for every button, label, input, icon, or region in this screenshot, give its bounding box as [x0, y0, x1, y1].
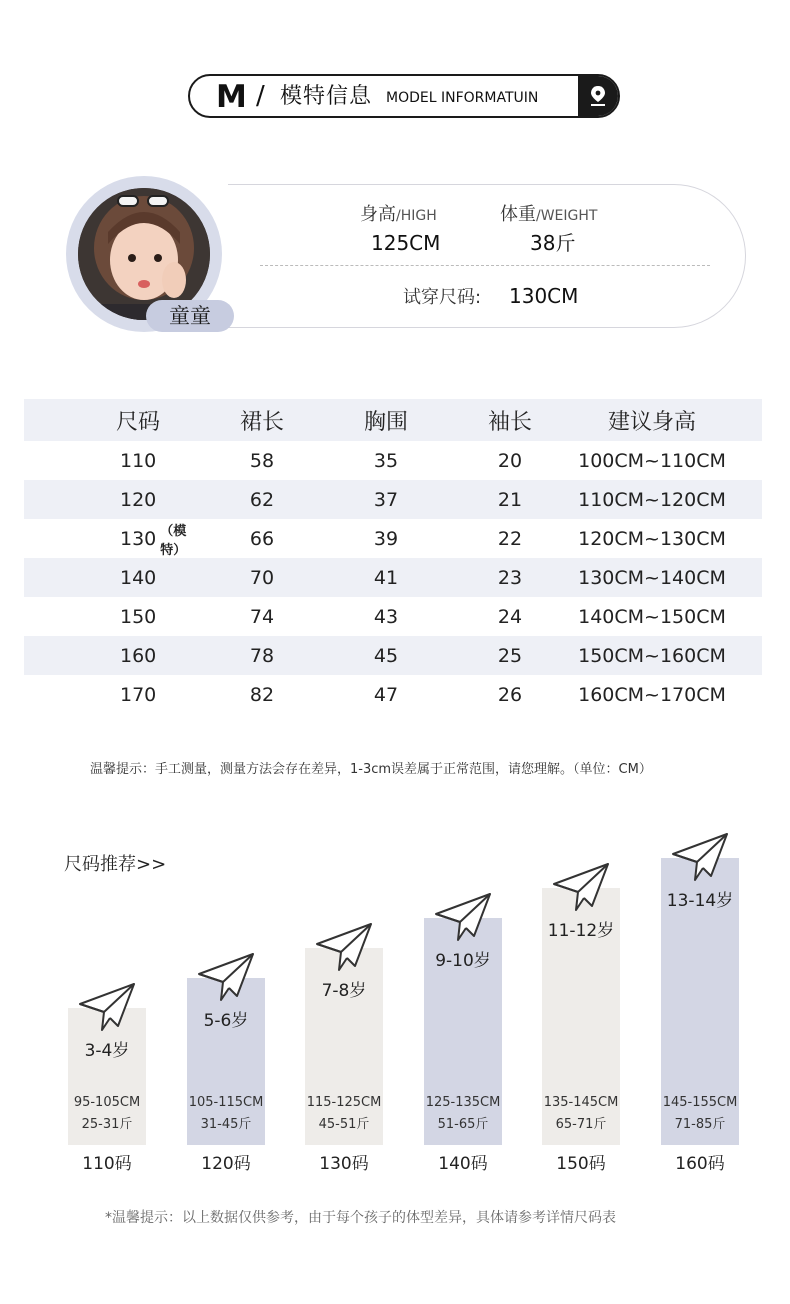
table-row — [24, 675, 762, 714]
bar-age: 9-10岁 — [435, 951, 491, 971]
table-cell-text: 150 — [120, 605, 157, 628]
table-cell — [202, 558, 322, 597]
table-header-cell: 建议身高 — [607, 409, 696, 435]
table-cell — [450, 480, 570, 519]
table-cell — [450, 558, 570, 597]
paper-plane-icon — [78, 982, 136, 1032]
table-cell-text: 37 — [373, 488, 399, 511]
bar-size-label: 150码 — [556, 1154, 606, 1174]
size-bar — [305, 948, 383, 1145]
table-cell-text: 120 — [120, 488, 157, 511]
table-cell-text: 58 — [249, 449, 275, 472]
measurement-note: 温馨提示：手工测量，测量方法会存在差异，1-3cm误差属于正常范围，请您理解。（单位：CM） — [90, 762, 652, 777]
table-cell — [450, 675, 570, 714]
weight-value: 38斤 — [530, 231, 576, 255]
fit-size-label: 试穿尺码: — [403, 287, 482, 308]
height-label: 身高/HIGH — [360, 204, 437, 225]
table-header-cell: 尺码 — [116, 409, 161, 435]
table-cell-text: 110 — [120, 449, 157, 472]
header-title-en: MODEL INFORMATUIN — [386, 90, 539, 106]
model-name-badge: 童童 — [146, 300, 234, 332]
bar-weight-range: 45-51斤 — [318, 1117, 370, 1132]
table-cell-text: 39 — [373, 527, 399, 550]
table-cell — [450, 441, 570, 480]
table-cell — [450, 636, 570, 675]
table-cell — [74, 558, 194, 597]
table-row — [24, 636, 762, 675]
weight-label: 体重/WEIGHT — [500, 204, 598, 225]
header-slash: / — [256, 81, 265, 111]
bar-height-range: 145-155CM — [662, 1095, 738, 1110]
fit-size-value: 130CM — [509, 284, 579, 308]
bar-weight-range: 71-85斤 — [674, 1117, 726, 1132]
bar-weight-range: 25-31斤 — [81, 1117, 133, 1132]
table-cell-text: 35 — [373, 449, 399, 472]
paper-plane-icon — [671, 832, 729, 882]
table-cell-text: 22 — [497, 527, 523, 550]
table-cell-text: 160 — [120, 644, 157, 667]
table-cell — [572, 597, 732, 636]
bar-weight-range: 65-71斤 — [555, 1117, 607, 1132]
table-cell — [202, 519, 322, 558]
table-cell-text: 26 — [497, 683, 523, 706]
bar-age: 5-6岁 — [203, 1011, 249, 1031]
table-cell — [326, 441, 446, 480]
size-bar — [187, 978, 265, 1145]
size-bar — [424, 918, 502, 1145]
table-cell-text: 66 — [249, 527, 275, 550]
table-header-cell: 袖长 — [487, 409, 532, 435]
table-cell-text: 82 — [249, 683, 275, 706]
table-row — [24, 597, 762, 636]
table-cell-text: 45 — [373, 644, 399, 667]
table-cell — [202, 441, 322, 480]
table-cell — [326, 519, 446, 558]
table-cell-text: 150CM~160CM — [578, 644, 726, 667]
table-cell — [202, 480, 322, 519]
header-letter: M — [216, 79, 247, 115]
table-cell-text: 78 — [249, 644, 275, 667]
section-header — [188, 74, 620, 118]
table-cell — [74, 597, 194, 636]
table-cell-text: 100CM~110CM — [578, 449, 726, 472]
table-row — [24, 480, 762, 519]
table-cell — [202, 675, 322, 714]
table-cell — [326, 675, 446, 714]
paper-plane-icon — [552, 862, 610, 912]
table-cell — [572, 519, 732, 558]
table-cell-text: 130CM~140CM — [578, 566, 726, 589]
table-cell-text: 62 — [249, 488, 275, 511]
table-cell-text: 140CM~150CM — [578, 605, 726, 628]
bar-weight-range: 51-65斤 — [437, 1117, 489, 1132]
bar-age: 7-8岁 — [321, 981, 367, 1001]
bar-size-label: 140码 — [438, 1154, 488, 1174]
bar-height-range: 115-125CM — [306, 1095, 382, 1110]
table-cell — [572, 636, 732, 675]
table-row — [24, 519, 762, 558]
table-cell — [326, 597, 446, 636]
table-cell — [74, 675, 194, 714]
recommend-title: 尺码推荐>> — [64, 854, 167, 875]
bar-size-label: 160码 — [675, 1154, 725, 1174]
table-cell — [450, 519, 570, 558]
table-row — [24, 441, 762, 480]
table-cell — [74, 636, 194, 675]
table-cell — [326, 558, 446, 597]
location-pin-icon — [588, 85, 608, 107]
table-cell-text: 47 — [373, 683, 399, 706]
bar-age: 11-12岁 — [547, 921, 615, 941]
table-cell — [326, 636, 446, 675]
table-cell — [326, 480, 446, 519]
table-header-row — [24, 399, 762, 441]
model-info-card — [228, 184, 746, 328]
table-cell-text: 43 — [373, 605, 399, 628]
bar-age: 3-4岁 — [84, 1041, 130, 1061]
table-cell-text: 74 — [249, 605, 275, 628]
table-cell — [450, 597, 570, 636]
size-bar — [661, 858, 739, 1145]
table-cell-text: 70 — [249, 566, 275, 589]
height-value: 125CM — [371, 231, 441, 255]
bar-height-range: 95-105CM — [73, 1095, 141, 1110]
paper-plane-icon — [434, 892, 492, 942]
header-tab — [578, 76, 618, 116]
table-cell-text: 170 — [120, 683, 157, 706]
table-cell — [74, 519, 194, 558]
table-cell — [572, 675, 732, 714]
divider-dashed — [260, 265, 710, 266]
table-cell-text: 160CM~170CM — [578, 683, 726, 706]
bar-size-label: 110码 — [82, 1154, 132, 1174]
table-cell — [74, 480, 194, 519]
table-cell-text: 21 — [497, 488, 523, 511]
table-cell-text: 140 — [120, 566, 157, 589]
table-row — [24, 558, 762, 597]
table-cell-text: 120CM~130CM — [578, 527, 726, 550]
table-cell — [74, 441, 194, 480]
bar-height-range: 125-135CM — [425, 1095, 501, 1110]
table-cell-text: 110CM~120CM — [578, 488, 726, 511]
table-cell-text: 23 — [497, 566, 523, 589]
table-header-cell: 裙长 — [239, 409, 284, 435]
table-cell-text: 20 — [497, 449, 523, 472]
table-cell-text: 130 — [120, 527, 157, 550]
table-cell — [572, 558, 732, 597]
bar-size-label: 120码 — [201, 1154, 251, 1174]
bar-height-range: 135-145CM — [543, 1095, 619, 1110]
table-cell — [202, 636, 322, 675]
paper-plane-icon — [315, 922, 373, 972]
bottom-note: *温馨提示：以上数据仅供参考，由于每个孩子的体型差异，具体请参考详情尺码表 — [105, 1210, 616, 1226]
table-cell — [202, 597, 322, 636]
table-header-cell: 胸围 — [363, 409, 408, 435]
table-cell — [572, 480, 732, 519]
bar-height-range: 105-115CM — [188, 1095, 264, 1110]
bar-weight-range: 31-45斤 — [200, 1117, 252, 1132]
size-bar — [542, 888, 620, 1145]
model-size-tag: （模特） — [160, 523, 187, 558]
table-cell-text: 24 — [497, 605, 523, 628]
table-cell-text: 41 — [373, 566, 399, 589]
size-table — [24, 399, 762, 714]
table-cell — [572, 441, 732, 480]
paper-plane-icon — [197, 952, 255, 1002]
table-cell-text: 25 — [497, 644, 523, 667]
bar-age: 13-14岁 — [666, 891, 734, 911]
bar-size-label: 130码 — [319, 1154, 369, 1174]
header-title-cn: 模特信息 — [280, 84, 373, 109]
